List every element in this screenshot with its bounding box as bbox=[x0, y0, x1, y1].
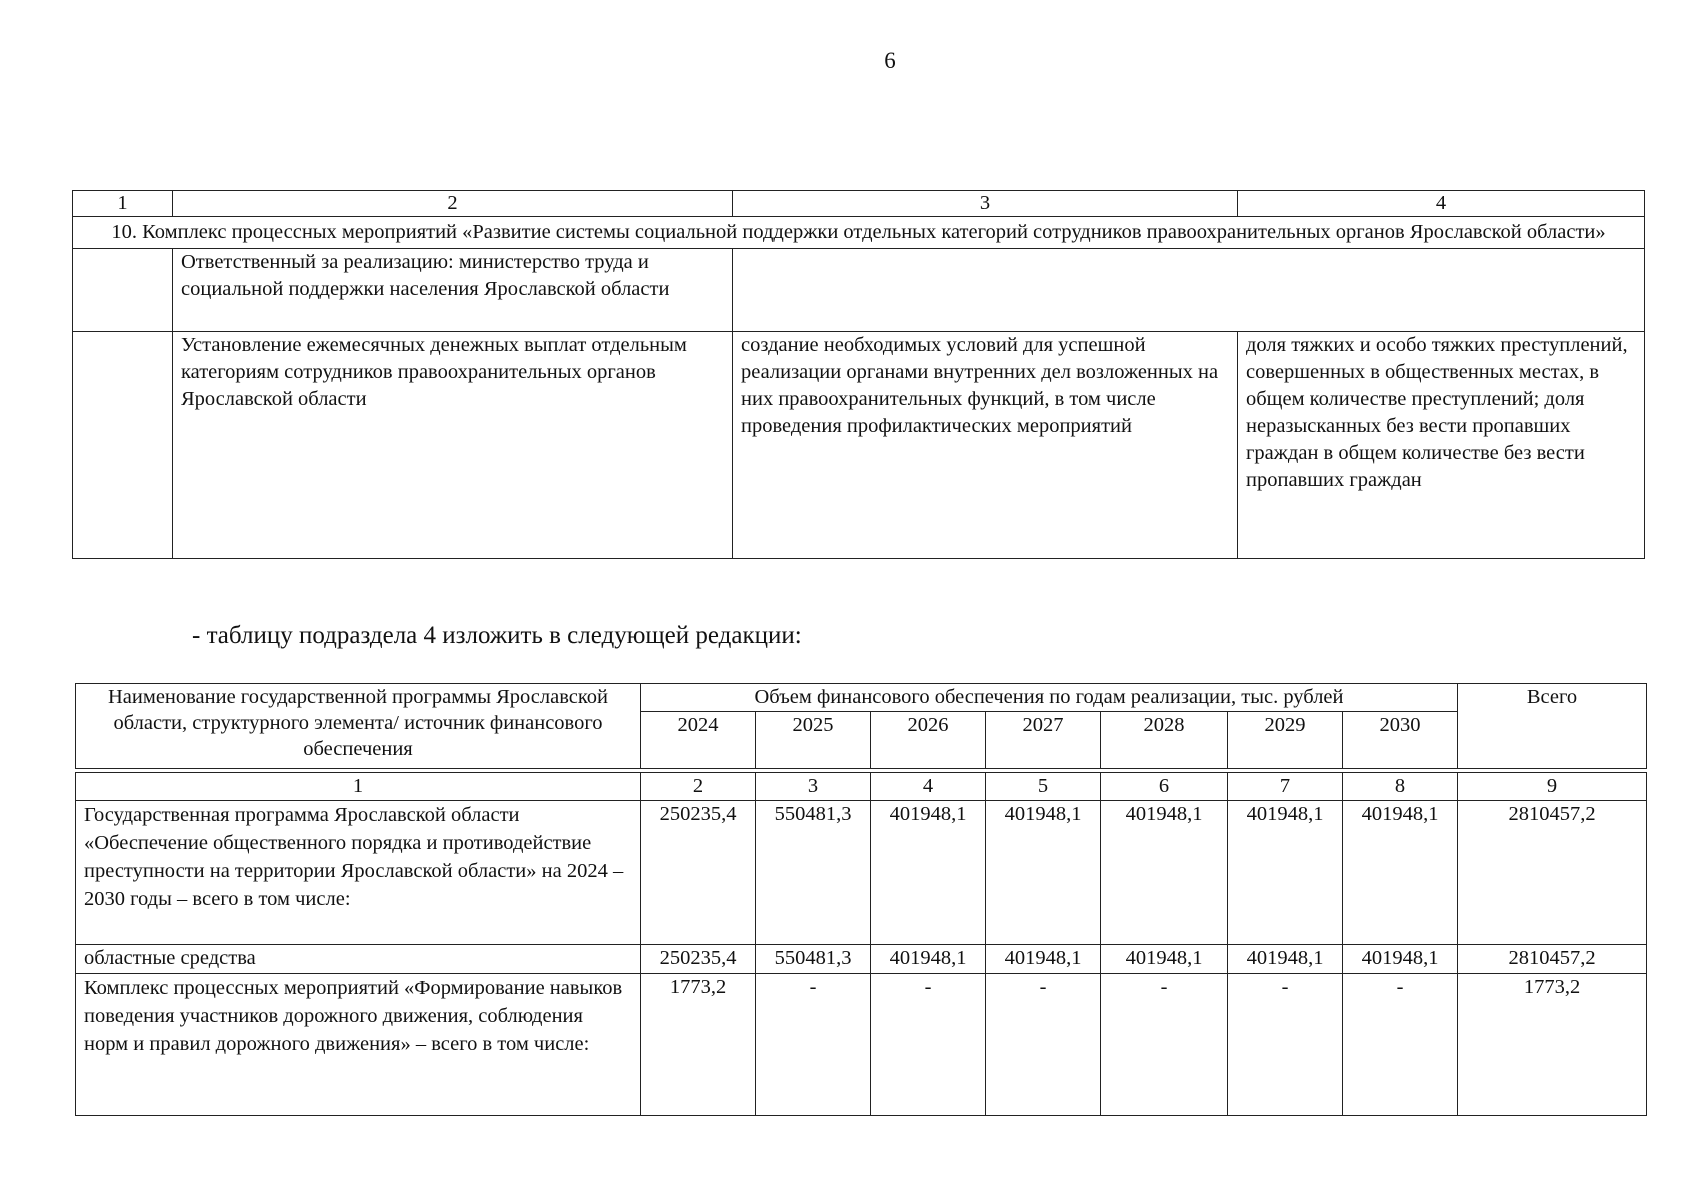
row-value: 1773,2 bbox=[641, 974, 756, 1116]
row-value: - bbox=[986, 974, 1101, 1116]
row-value: 550481,3 bbox=[756, 945, 871, 974]
task-text: Установление ежемесячных денежных выплат отдельным категориям сотрудников правоохранительных органов Ярославской области bbox=[173, 332, 733, 559]
row-value: 401948,1 bbox=[1101, 945, 1228, 974]
column-number: 1 bbox=[73, 191, 173, 217]
row-value: 401948,1 bbox=[1228, 801, 1343, 945]
row-value: 401948,1 bbox=[1101, 801, 1228, 945]
table-row bbox=[76, 801, 1647, 945]
row-value: - bbox=[1228, 974, 1343, 1116]
page-number: 6 bbox=[884, 48, 896, 73]
row-value: 250235,4 bbox=[641, 801, 756, 945]
year-header: 2029 bbox=[1228, 712, 1343, 769]
column-number: 7 bbox=[1228, 773, 1343, 801]
responsible-text: Ответственный за реализацию: министерство труда и социальной поддержки населения Ярославской области bbox=[173, 249, 733, 332]
header-name: Наименование государственной программы Ярославской области, структурного элемента/ источник финансового обеспечения bbox=[76, 684, 641, 769]
table-row bbox=[76, 945, 1647, 974]
row-value: 401948,1 bbox=[986, 801, 1101, 945]
column-number-row bbox=[76, 773, 1647, 801]
program-table-part bbox=[72, 190, 1645, 559]
row-value: 550481,3 bbox=[756, 801, 871, 945]
intro-text: - таблицу подраздела 4 изложить в следующей редакции: bbox=[192, 622, 802, 649]
column-number: 1 bbox=[76, 773, 641, 801]
row-name: областные средства bbox=[76, 945, 641, 974]
empty-cell bbox=[73, 332, 173, 559]
column-number: 4 bbox=[871, 773, 986, 801]
column-number: 6 bbox=[1101, 773, 1228, 801]
row-value: - bbox=[871, 974, 986, 1116]
year-header: 2024 bbox=[641, 712, 756, 769]
row-value: 401948,1 bbox=[986, 945, 1101, 974]
year-header: 2025 bbox=[756, 712, 871, 769]
column-number-row bbox=[73, 191, 1645, 217]
finance-table bbox=[75, 772, 1647, 1116]
row-value: 401948,1 bbox=[871, 945, 986, 974]
row-value: - bbox=[1101, 974, 1228, 1116]
column-number: 3 bbox=[733, 191, 1238, 217]
measure-row bbox=[73, 332, 1645, 559]
row-name: Комплекс процессных мероприятий «Формирование навыков поведения участников дорожного движения, соблюдения норм и правил дорожного движения» – всего в том числе: bbox=[76, 974, 641, 1116]
row-value: 401948,1 bbox=[871, 801, 986, 945]
year-header: 2027 bbox=[986, 712, 1101, 769]
row-value: 401948,1 bbox=[1228, 945, 1343, 974]
header-volume: Объем финансового обеспечения по годам реализации, тыс. рублей bbox=[641, 684, 1458, 712]
column-number: 5 bbox=[986, 773, 1101, 801]
row-total: 2810457,2 bbox=[1458, 801, 1647, 945]
row-value: - bbox=[1343, 974, 1458, 1116]
column-number: 9 bbox=[1458, 773, 1647, 801]
finance-table-header bbox=[75, 683, 1647, 769]
effect-text: создание необходимых условий для успешной реализации органами внутренних дел возложенных на них правоохранительных функций, в том числе проведения профилактических мероприятий bbox=[733, 332, 1238, 559]
row-total: 1773,2 bbox=[1458, 974, 1647, 1116]
empty-cell bbox=[73, 249, 173, 332]
year-header: 2028 bbox=[1101, 712, 1228, 769]
column-number: 2 bbox=[641, 773, 756, 801]
year-header: 2026 bbox=[871, 712, 986, 769]
row-total: 2810457,2 bbox=[1458, 945, 1647, 974]
row-value: - bbox=[756, 974, 871, 1116]
empty-cell bbox=[733, 249, 1645, 332]
indicator-text: доля тяжких и особо тяжких преступлений, совершенных в общественных местах, в общем количестве преступлений; доля неразысканных без вести пропавших граждан в общем количестве без вести пропавших граждан bbox=[1238, 332, 1645, 559]
row-value: 401948,1 bbox=[1343, 801, 1458, 945]
table-row bbox=[76, 974, 1647, 1116]
year-header: 2030 bbox=[1343, 712, 1458, 769]
responsible-row bbox=[73, 249, 1645, 332]
row-value: 250235,4 bbox=[641, 945, 756, 974]
section-title: 10. Комплекс процессных мероприятий «Развитие системы социальной поддержки отдельных категорий сотрудников правоохранительных органов Ярославской области» bbox=[73, 217, 1645, 249]
row-name: Государственная программа Ярославской области «Обеспечение общественного порядка и противодействие преступности на территории Ярославской области» на 2024 – 2030 годы – всего в том числе: bbox=[76, 801, 641, 945]
section-row bbox=[73, 217, 1645, 249]
column-number: 2 bbox=[173, 191, 733, 217]
column-number: 4 bbox=[1238, 191, 1645, 217]
row-value: 401948,1 bbox=[1343, 945, 1458, 974]
column-number: 8 bbox=[1343, 773, 1458, 801]
column-number: 3 bbox=[756, 773, 871, 801]
header-total: Всего bbox=[1458, 684, 1647, 769]
